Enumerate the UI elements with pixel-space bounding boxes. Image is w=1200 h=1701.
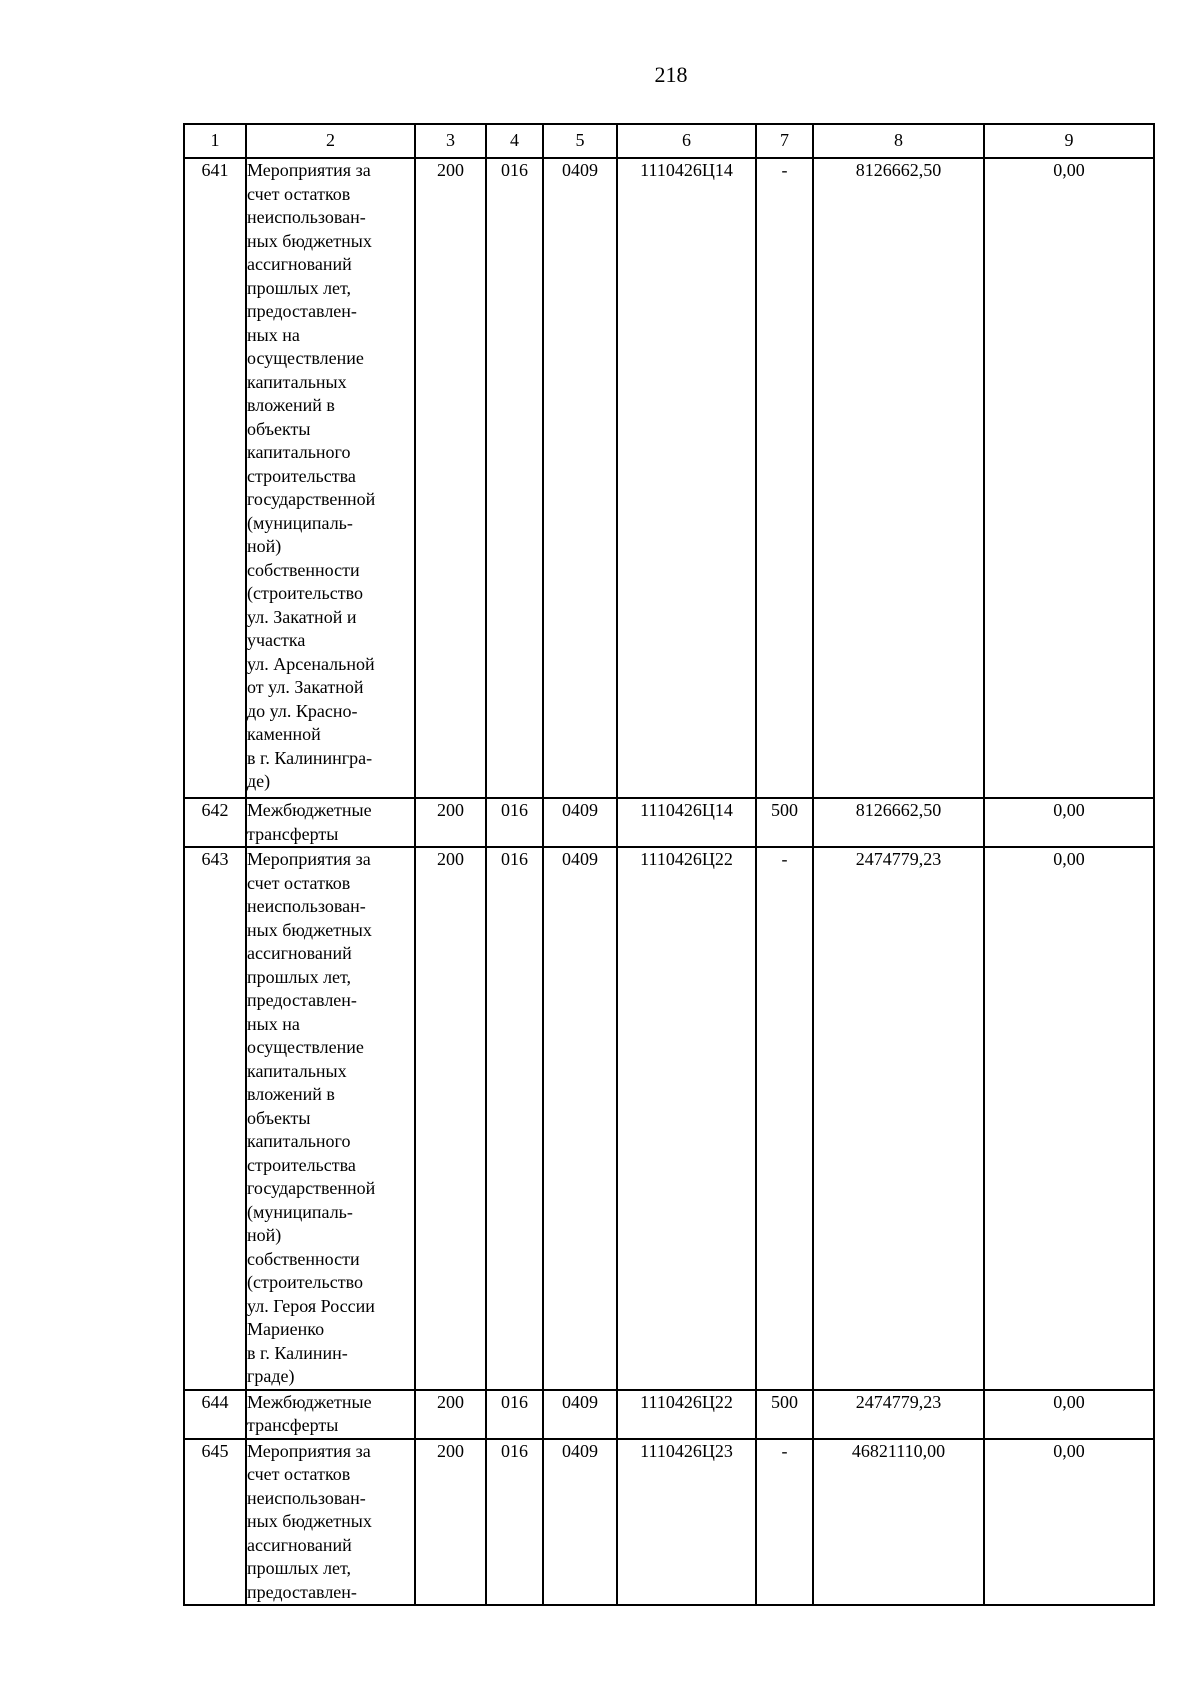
cell-col-9: 0,00 [984,798,1154,847]
cell-col-4: 016 [486,158,543,798]
cell-col-4: 016 [486,847,543,1390]
header-col-4: 4 [486,124,543,158]
cell-col-7: - [756,1439,813,1606]
cell-col-5: 0409 [543,847,617,1390]
cell-col-6: 1110426Ц14 [617,798,756,847]
row-name [246,847,415,1390]
table-row [184,158,1154,798]
cell-col-7: 500 [756,1390,813,1439]
table-row [184,1390,1154,1439]
table-row [184,798,1154,847]
cell-col-4: 016 [486,1390,543,1439]
row-number: 642 [184,798,246,847]
row-name-text: Межбюджетные трансферты [247,1391,372,1435]
cell-col-6: 1110426Ц22 [617,847,756,1390]
cell-col-3: 200 [415,847,486,1390]
header-col-9: 9 [984,124,1154,158]
table-row [184,1439,1154,1606]
header-col-1: 1 [184,124,246,158]
row-name [246,158,415,798]
cell-col-7: - [756,847,813,1390]
row-number: 644 [184,1390,246,1439]
row-name [246,1390,415,1439]
cell-col-3: 200 [415,158,486,798]
cell-col-5: 0409 [543,158,617,798]
cell-col-8: 2474779,23 [813,1390,984,1439]
cell-col-7: - [756,158,813,798]
cell-col-6: 1110426Ц22 [617,1390,756,1439]
cell-col-5: 0409 [543,1390,617,1439]
cell-col-8: 2474779,23 [813,847,984,1390]
row-number: 641 [184,158,246,798]
row-name-text: Мероприятия за счет остатков неиспользован- ных бюджетных ассигнований прошлых лет, предоставлен- [247,1440,372,1602]
cell-col-4: 016 [486,798,543,847]
cell-col-8: 8126662,50 [813,158,984,798]
cell-col-9: 0,00 [984,847,1154,1390]
cell-col-7: 500 [756,798,813,847]
cell-col-9: 0,00 [984,158,1154,798]
table-row [184,847,1154,1390]
header-col-6: 6 [617,124,756,158]
row-name [246,1439,415,1606]
cell-col-3: 200 [415,1439,486,1606]
header-col-2: 2 [246,124,415,158]
row-name-text: Мероприятия за счет остатков неиспользован- ных бюджетных ассигнований прошлых лет, предоставлен- ных на осуществление капитальных вложений в объекты капитального строительства государственной (муниципаль- ной) собственности (строительство ул. Закатной и участка ул. Арсенальной от ул. Закатной до ул. Красно- каменной в г. Калинингра- де) [247,160,376,791]
budget-table [183,123,1155,1606]
cell-col-9: 0,00 [984,1439,1154,1606]
row-name-text: Мероприятия за счет остатков неиспользован- ных бюджетных ассигнований прошлых лет, предоставлен- ных на осуществление капитальных вложений в объекты капитального строительства государственной (муниципаль- ной) собственности (строительство ул. Героя России Мариенко в г. Калинин- граде) [247,849,376,1386]
table-header-row [184,124,1154,158]
cell-col-4: 016 [486,1439,543,1606]
header-col-8: 8 [813,124,984,158]
header-col-7: 7 [756,124,813,158]
cell-col-6: 1110426Ц14 [617,158,756,798]
cell-col-5: 0409 [543,1439,617,1606]
cell-col-5: 0409 [543,798,617,847]
row-name-text: Межбюджетные трансферты [247,800,372,844]
page-number: 218 [654,62,688,87]
cell-col-8: 46821110,00 [813,1439,984,1606]
row-name [246,798,415,847]
cell-col-8: 8126662,50 [813,798,984,847]
header-col-3: 3 [415,124,486,158]
cell-col-6: 1110426Ц23 [617,1439,756,1606]
header-col-5: 5 [543,124,617,158]
row-number: 643 [184,847,246,1390]
cell-col-9: 0,00 [984,1390,1154,1439]
row-number: 645 [184,1439,246,1606]
cell-col-3: 200 [415,1390,486,1439]
cell-col-3: 200 [415,798,486,847]
